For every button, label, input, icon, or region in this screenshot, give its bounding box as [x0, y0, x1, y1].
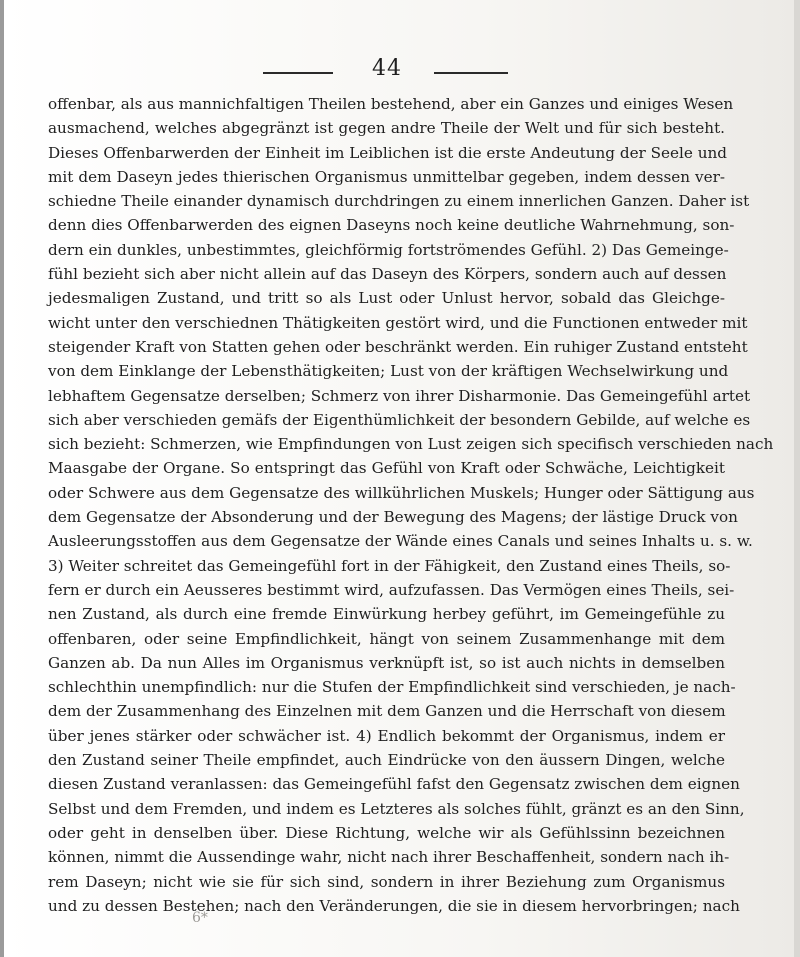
header-rule-right [434, 72, 508, 74]
body-text [48, 92, 774, 918]
text-line: oder geht in denselben über. Diese Richtung, welche wir als Gefühlssinn bezeichnen [48, 823, 725, 842]
page-header [0, 56, 800, 86]
text-line: und zu dessen Bestehen; nach den Veränderungen, die sie in diesem hervorbringen; nach [48, 896, 740, 915]
text-line: fühl bezieht sich aber nicht allein auf das Daseyn des Körpers, sondern auch auf dessen [48, 265, 727, 284]
text-line: steigender Kraft von Statten gehen oder beschränkt werden. Ein ruhiger Zustand entsteht [48, 337, 748, 356]
text-line: sich aber verschieden gemäfs der Eigenthümlichkeit der besondern Gebilde, auf welche es [48, 410, 751, 429]
page-shadow-left [0, 0, 4, 957]
text-line: Selbst und dem Fremden, und indem es Letzteres als solches fühlt, gränzt es an den Sinn, [48, 799, 745, 818]
text-line: fern er durch ein Aeusseres bestimmt wird, aufzufassen. Das Vermögen eines Theils, sei- [48, 580, 735, 599]
signature-mark: 6* [192, 910, 208, 926]
text-line: dem Gegensatze der Absonderung und der Bewegung des Magens; der lästige Druck von [48, 508, 738, 527]
text-line: lebhaftem Gegensatze derselben; Schmerz von ihrer Disharmonie. Das Gemeingefühl artet [48, 386, 751, 405]
page-shadow-right [794, 0, 800, 957]
text-line: von dem Einklange der Lebensthätigkeiten; Lust von der kräftigen Wechselwirkung und [48, 362, 729, 381]
text-line: dern ein dunkles, unbestimmtes, gleichförmig fortströmendes Gefühl. 2) Das Gemeinge- [48, 240, 729, 259]
text-line: offenbaren, oder seine Empfindlichkeit, hängt von seinem Zusammenhange mit dem [48, 629, 725, 648]
text-line: ausmachend, welches abgegränzt ist gegen andre Theile der Welt und für sich besteht. [48, 119, 725, 138]
text-line: dem der Zusammenhang des Einzelnen mit dem Ganzen und die Herrschaft von diesem [48, 702, 726, 721]
text-line: schlechthin unempfindlich: nur die Stufen der Empfindlichkeit sind verschieden, je nach- [48, 678, 736, 697]
text-line: sich bezieht: Schmerzen, wie Empfindungen von Lust zeigen sich specifisch verschieden nach [48, 435, 774, 454]
text-line: Maasgabe der Organe. So entspringt das Gefühl von Kraft oder Schwäche, Leichtigkeit [48, 459, 725, 478]
text-line: denn dies Offenbarwerden des eignen Daseyns noch keine deutliche Wahrnehmung, son- [48, 216, 735, 235]
text-line: Ganzen ab. Da nun Alles im Organismus verknüpft ist, so ist auch nichts in demselben [48, 653, 725, 672]
text-line: wicht unter den verschiednen Thätigkeiten gestört wird, und die Functionen entweder mit [48, 313, 748, 332]
text-line: über jenes stärker oder schwächer ist. 4) Endlich bekommt der Organismus, indem er [48, 726, 725, 745]
text-line: rem Daseyn; nicht wie sie für sich sind, sondern in ihrer Beziehung zum Organismus [48, 872, 725, 891]
text-line: 3) Weiter schreitet das Gemeingefühl fort in der Fähigkeit, den Zustand eines Theils, so- [48, 556, 731, 575]
text-line: diesen Zustand veranlassen: das Gemeingefühl fafst den Gegensatz zwischen dem eignen [48, 775, 740, 794]
text-line: oder Schwere aus dem Gegensatze des willkührlichen Muskels; Hunger oder Sättigung aus [48, 483, 755, 502]
text-line: den Zustand seiner Theile empfindet, auch Eindrücke von den äussern Dingen, welche [48, 751, 725, 770]
text-line: Dieses Offenbarwerden der Einheit im Leiblichen ist die erste Andeutung der Seele und [48, 143, 727, 162]
text-line: offenbar, als aus mannichfaltigen Theilen bestehend, aber ein Ganzes und einiges Wesen [48, 95, 734, 113]
header-rule-left [263, 72, 333, 74]
text-line: nen Zustand, als durch eine fremde Einwürkung herbey geführt, im Gemeingefühle zu [48, 605, 725, 624]
text-line: Ausleerungsstoffen aus dem Gegensatze der Wände eines Canals und seines Inhalts u. s. w. [48, 532, 753, 551]
text-line: können, nimmt die Aussendinge wahr, nicht nach ihrer Beschaffenheit, sondern nach ih- [48, 848, 730, 867]
text-line: mit dem Daseyn jedes thierischen Organismus unmittelbar gegeben, indem dessen ver- [48, 167, 725, 186]
text-line: schiedne Theile einander dynamisch durchdringen zu einem innerlichen Ganzen. Daher ist [48, 192, 750, 211]
text-line: jedesmaligen Zustand, und tritt so als Lust oder Unlust hervor, sobald das Gleichge- [48, 289, 725, 308]
page-number: 44 [372, 56, 402, 81]
